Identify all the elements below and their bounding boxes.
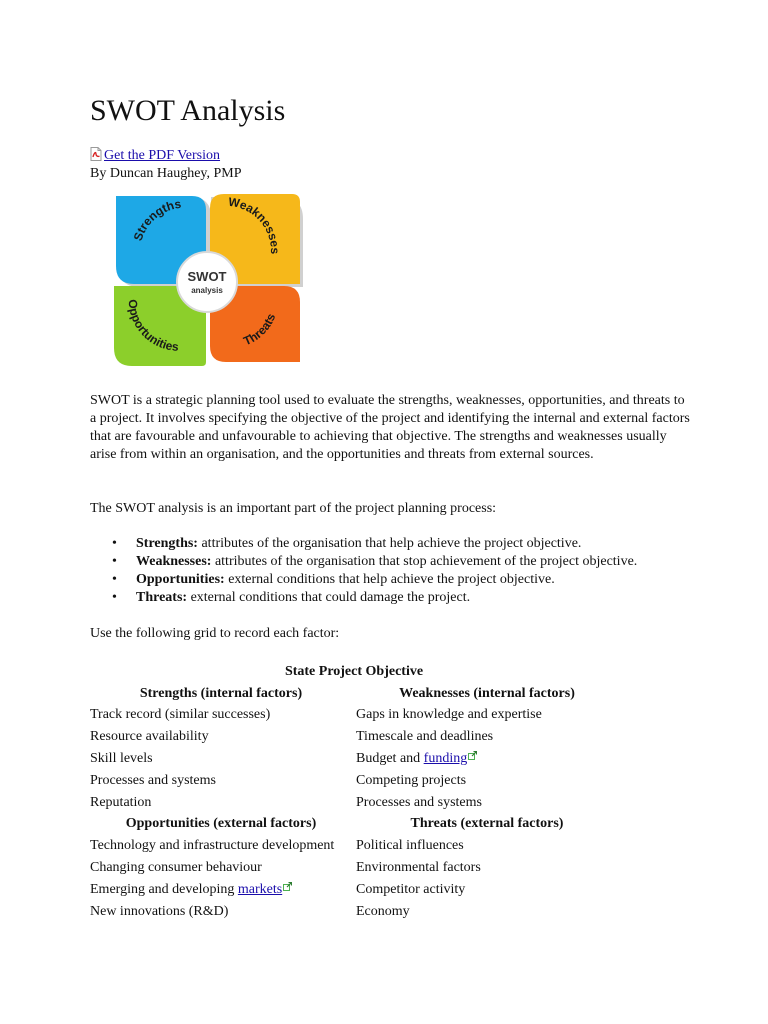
table-cell: Technology and infrastructure development: [90, 838, 335, 854]
table-cell: Resource availability: [90, 729, 209, 745]
table-cell: Processes and systems: [90, 772, 216, 788]
factor-definitions-list: [90, 535, 730, 607]
strengths-header: Strengths (internal factors): [139, 685, 303, 701]
table-row: [88, 705, 620, 727]
pdf-version-link[interactable]: Get the PDF Version: [104, 148, 221, 163]
external-link-icon: [468, 751, 477, 760]
funding-link[interactable]: funding: [423, 751, 468, 767]
factor-term: Opportunities:: [136, 572, 225, 587]
table-cell: Environmental factors: [356, 860, 481, 876]
factor-description: attributes of the organisation that help achieve the project objective.: [197, 536, 582, 551]
grid-intro: Use the following grid to record each factor:: [90, 626, 340, 641]
table-row: [88, 814, 620, 836]
swot-center-title: SWOT: [187, 269, 227, 284]
page-title: SWOT Analysis: [90, 94, 286, 127]
swot-diagram: [110, 190, 305, 370]
table-cell: Economy: [356, 903, 410, 919]
weaknesses-header: Weaknesses (internal factors): [399, 685, 575, 701]
strengths-label: Strengths: [130, 196, 183, 243]
project-objective-heading: State Project Objective: [284, 663, 424, 679]
table-cell: [354, 748, 620, 770]
table-row: [88, 683, 620, 705]
factor-description: external conditions that could damage the project.: [187, 590, 471, 605]
factor-description: external conditions that help achieve the project objective.: [224, 572, 555, 587]
table-row: [88, 661, 620, 683]
table-cell: Timescale and deadlines: [356, 729, 494, 745]
list-item: • Strengths: attributes of the organisation that help achieve the project objective.: [112, 536, 582, 551]
table-row: [88, 748, 620, 770]
factor-term: Weaknesses:: [136, 554, 212, 569]
table-cell: Track record (similar successes): [90, 707, 271, 723]
table-cell: Competitor activity: [356, 881, 466, 897]
table-row: [88, 726, 620, 748]
threats-label: Threats: [241, 311, 279, 349]
pdf-file-icon: [90, 147, 102, 161]
opportunities-label: Opportunities: [125, 298, 180, 354]
table-cell: [88, 879, 354, 901]
table-cell: Gaps in knowledge and expertise: [356, 707, 542, 723]
table-cell: New innovations (R&D): [90, 903, 229, 919]
table-cell: Processes and systems: [356, 794, 482, 810]
table-cell: Changing consumer behaviour: [90, 860, 262, 876]
table-cell: Competing projects: [356, 772, 467, 788]
table-row: [88, 835, 620, 857]
table-cell: Political influences: [356, 838, 464, 854]
pdf-link-row: [90, 147, 220, 165]
cell-text: Emerging and developing: [90, 881, 238, 897]
weaknesses-label: Weaknesses: [227, 194, 282, 255]
table-cell: Reputation: [90, 794, 152, 810]
list-item: • Opportunities: external conditions that help achieve the project objective.: [112, 572, 555, 587]
opportunities-header: Opportunities (external factors): [125, 816, 317, 832]
table-row: [88, 879, 620, 901]
table-cell: Skill levels: [90, 751, 153, 767]
intro-paragraph: SWOT is a strategic planning tool used to evaluate the strengths, weaknesses, opportunities, and threats to a project. It involves specifying the objective of the project and identifying the internal and external factors that are favourable and unfavourable to achieving that objective. The strengths and weaknesses usually arise from within an organisation, and the opportunities and threats from external sources.: [90, 393, 690, 462]
cell-text: Budget and: [356, 751, 424, 767]
table-row: [88, 901, 620, 923]
table-row: [88, 792, 620, 814]
planning-sentence: The SWOT analysis is an important part of the project planning process:: [90, 501, 497, 516]
table-row: [88, 857, 620, 879]
swot-center-subtitle: analysis: [191, 286, 223, 295]
external-link-icon: [283, 882, 292, 891]
list-item: • Threats: external conditions that could damage the project.: [112, 590, 471, 605]
swot-grid-table: [88, 661, 620, 923]
markets-link[interactable]: markets: [237, 881, 283, 897]
factor-description: attributes of the organisation that stop achievement of the project objective.: [211, 554, 638, 569]
factor-term: Threats:: [136, 590, 188, 605]
threats-header: Threats (external factors): [410, 816, 564, 832]
factor-term: Strengths:: [136, 536, 198, 551]
author-byline: By Duncan Haughey, PMP: [90, 166, 242, 181]
list-item: • Weaknesses: attributes of the organisation that stop achievement of the project objective.: [112, 554, 638, 569]
table-row: [88, 770, 620, 792]
